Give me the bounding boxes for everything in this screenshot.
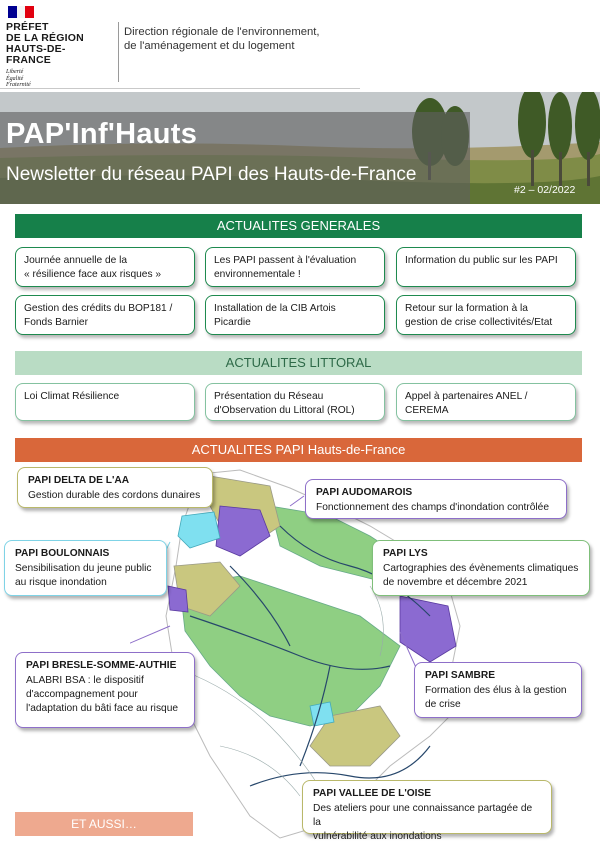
article-link-credits-bop181[interactable] [15,295,195,335]
dreal-line: Direction régionale de l'environnement, [124,26,320,38]
callout-text: au risque inondation [15,577,107,588]
callout-title: PAPI AUDOMAROIS [316,487,413,498]
callout-title: PAPI BRESLE-SOMME-AUTHIE [26,660,177,671]
callout-papi-lys[interactable] [372,540,590,596]
callout-text: ALABRI BSA : le dispositif [26,675,144,686]
link-line: environnementale ! [214,269,301,280]
link-line: Gestion des crédits du BOP181 / [24,303,173,314]
callout-title: PAPI SAMBRE [425,670,495,681]
link-line: Appel à partenaires ANEL / [405,391,528,402]
callout-title: PAPI VALLEE DE L'OISE [313,788,432,799]
prefet-line: DE LA RÉGION [6,32,84,44]
callout-text: l'adaptation du bâti face au risque [26,703,179,714]
motto-line: Égalité [6,75,24,82]
header-rule [0,88,360,89]
motto-line: Fraternité [6,82,31,88]
callout-papi-sambre[interactable] [414,662,582,718]
section-header-papi: ACTUALITES PAPI Hauts-de-France [15,438,582,462]
callout-papi-bresle-somme-authie[interactable] [15,652,195,728]
motto-line: Liberté [6,69,24,75]
newsletter-banner [0,92,600,204]
section-header-littoral: ACTUALITES LITTORAL [15,351,582,375]
link-line: gestion de crise collectivités/Etat [405,317,553,328]
link-line: d'Observation du Littoral (ROL) [214,405,355,416]
callout-papi-audomarois[interactable] [305,479,567,519]
link-line: Picardie [214,317,251,328]
prefet-line: PRÉFET [6,21,49,33]
article-link-cib-artois-picardie[interactable] [205,295,385,335]
article-link-reseau-observation-littoral[interactable] [205,383,385,421]
link-line: Information du public sur les PAPI [405,255,558,266]
newsletter-title: PAP'Inf'Hauts [6,118,198,150]
article-link-information-public[interactable] [396,247,576,287]
callout-title: PAPI BOULONNAIS [15,548,110,559]
callout-papi-vallee-oise[interactable] [302,780,552,842]
header-divider [118,22,119,82]
dreal-name [124,26,320,53]
prefet-line: HAUTS-DE-FRANCE [6,43,66,66]
callout-text: Cartographies des évènements climatiques [383,563,579,574]
link-line: Les PAPI passent à l'évaluation [214,255,357,266]
article-link-journee-resilience[interactable] [15,247,195,287]
prefet-name [6,22,110,66]
link-line: Journée annuelle de la [24,255,128,266]
callout-papi-boulonnais[interactable] [4,540,167,596]
link-line: Installation de la CIB Artois [214,303,336,314]
republic-motto [6,69,110,89]
callout-text: d'accompagnement pour [26,689,138,700]
article-link-loi-climat[interactable] [15,383,195,421]
callout-text: Des ateliers pour une connaissance partagée de la [313,803,533,828]
dreal-line: de l'aménagement et du logement [124,39,295,52]
prefet-logo [6,6,110,89]
article-link-evaluation-environnementale[interactable] [205,247,385,287]
section-header-generales: ACTUALITES GENERALES [15,214,582,238]
callout-text: Sensibilisation du jeune public [15,563,152,574]
callout-text: Formation des élus à la gestion [425,685,567,696]
callout-text: Gestion durable des cordons dunaires [28,490,201,501]
article-link-formation-gestion-crise[interactable] [396,295,576,335]
link-line: « résilience face aux risques » [24,269,162,280]
callout-title: PAPI DELTA DE L'AA [28,475,130,486]
callout-text: vulnérabilité aux inondations [313,831,442,842]
french-flag-icon [8,6,34,18]
callout-title: PAPI LYS [383,548,428,559]
section-header-et-aussi[interactable]: ET AUSSI… [15,812,193,836]
callout-text: de crise [425,699,461,710]
link-line: Fonds Barnier [24,317,88,328]
callout-papi-delta-aa[interactable] [17,467,213,508]
callout-text: Fonctionnement des champs d'inondation contrôlée [316,502,550,513]
link-line: CEREMA [405,405,449,416]
header [0,0,600,90]
article-link-appel-partenaires[interactable] [396,383,576,421]
link-line: Présentation du Réseau [214,391,324,402]
issue-number: #2 – 02/2022 [514,184,576,196]
link-line: Retour sur la formation à la [405,303,528,314]
newsletter-subtitle: Newsletter du réseau PAPI des Hauts-de-France [6,164,417,185]
callout-text: de novembre et décembre 2021 [383,577,528,588]
link-line: Loi Climat Résilience [24,391,120,402]
